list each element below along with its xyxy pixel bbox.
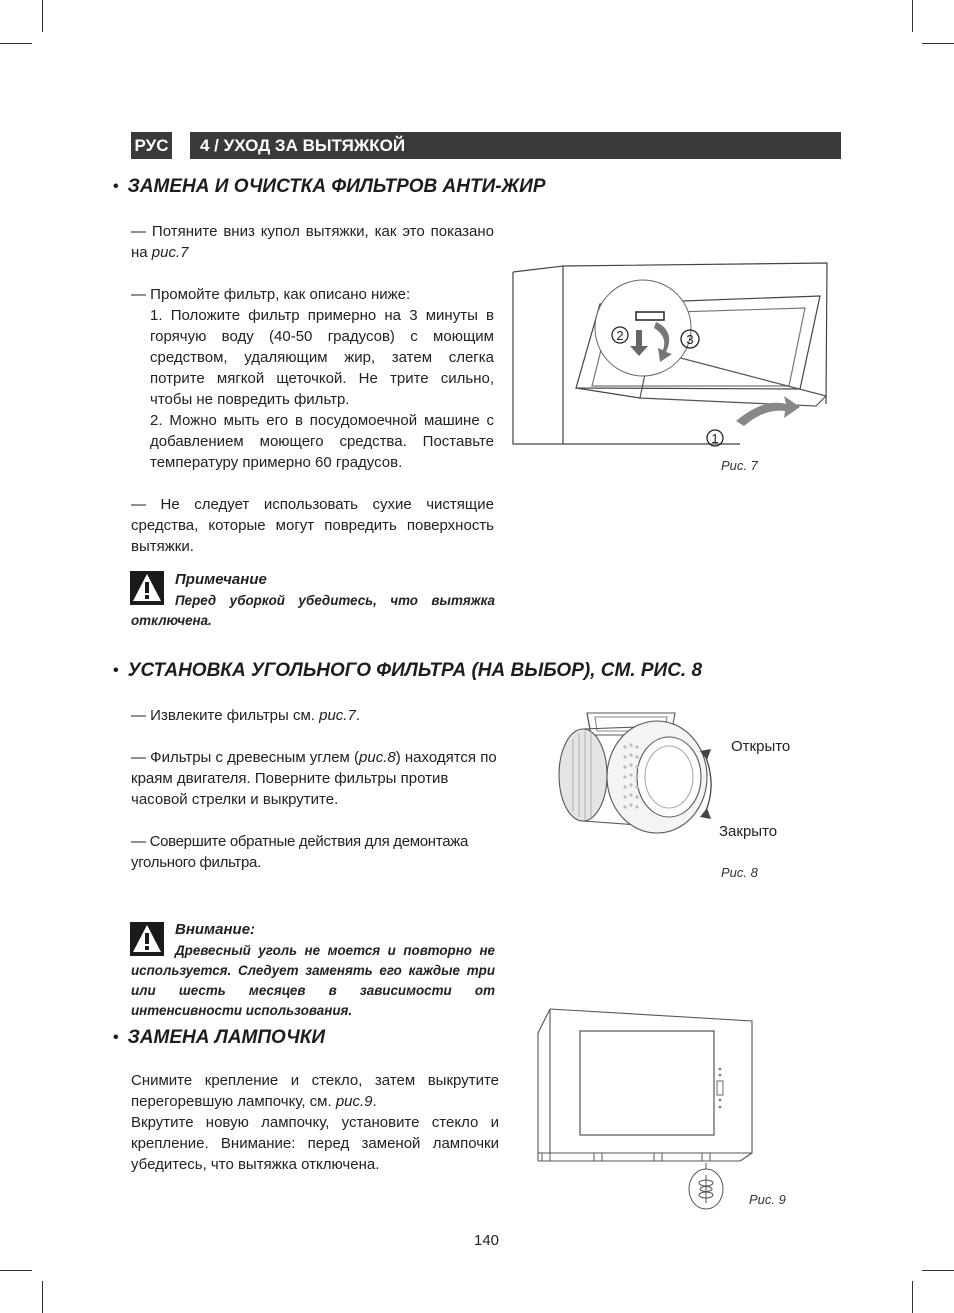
figure-8-illustration <box>553 705 721 841</box>
section-title-text: ЗАМЕНА ЛАМПОЧКИ <box>127 1027 326 1048</box>
crop-mark <box>0 1270 32 1271</box>
section-title-text: ЗАМЕНА И ОЧИСТКА ФИЛЬТРОВ АНТИ-ЖИР <box>127 176 546 197</box>
figure-reference: рис.8 <box>359 749 396 766</box>
figure-reference: рис.7 <box>151 244 189 261</box>
warning-title: Внимание: <box>175 921 256 938</box>
section1-body <box>131 221 494 557</box>
bullet: • <box>113 1029 119 1046</box>
paragraph-text: . <box>372 1093 377 1110</box>
closed-label: Закрыто <box>719 823 778 840</box>
paragraph-text: . <box>355 707 360 724</box>
crop-mark <box>42 1281 43 1313</box>
figure-9-illustration <box>534 1003 756 1211</box>
crop-mark <box>912 0 913 32</box>
paragraph <box>131 221 494 263</box>
step-1: 1. Положите фильтр примерно на 3 минуты в горячую воду (40-50 градусов) с моющим средством, удаляющим жир, затем слегка потрите мягкой щеточкой. Не трите сильно, чтобы не повредить фильтр. <box>150 307 494 408</box>
figure-9-caption: Рис. 9 <box>749 1192 786 1207</box>
warning-text: Древесный уголь не моется и повторно не используется. Следует заменять его каждые три или шесть месяцев в зависимости от интенсивности использования. <box>131 943 495 1018</box>
figure-marker-1: 1 <box>711 431 719 446</box>
bullet: • <box>113 178 119 195</box>
paragraph <box>131 705 497 726</box>
section-title-carbon-filter <box>113 660 702 682</box>
figure-7-illustration <box>508 258 834 454</box>
crop-mark <box>0 43 32 44</box>
crop-mark <box>922 1270 954 1271</box>
language-tag: РУС <box>131 132 172 159</box>
crop-mark <box>42 0 43 32</box>
paragraph <box>131 747 497 810</box>
page-number: 140 <box>474 1232 500 1249</box>
paragraph-text: — Извлеките фильтры см. <box>131 707 320 724</box>
step-2: 2. Можно мыть его в посудомоечной машине с добавлением моющего средства. Поставьте температуру примерно 60 градусов. <box>150 412 494 471</box>
figure-marker-2: 2 <box>616 328 624 343</box>
section-title-filters <box>113 176 546 198</box>
note-text: Перед уборкой убедитесь, что вытяжка отключена. <box>131 593 495 628</box>
section-title-text: УСТАНОВКА УГОЛЬНОГО ФИЛЬТРА (НА ВЫБОР), СМ. РИС. 8 <box>127 660 703 681</box>
chapter-header: 4 / УХОД ЗА ВЫТЯЖКОЙ <box>190 132 841 159</box>
paragraph-text: ) находятся по краям двигателя. Поверните фильтры против часовой стрелки и выкрутите. <box>131 749 497 808</box>
paragraph: — Промойте фильтр, как описано ниже: <box>131 286 411 303</box>
paragraph-text: Снимите крепление и стекло, затем выкрутите перегоревшую лампочку, см. <box>131 1072 499 1110</box>
paragraph-text: — Потяните вниз купол вытяжки, как это показано на <box>131 223 494 261</box>
crop-mark <box>912 1281 913 1313</box>
open-label: Открыто <box>731 738 791 755</box>
section2-body <box>131 705 497 873</box>
note-title: Примечание <box>175 571 267 588</box>
figure-8-caption: Рис. 8 <box>721 865 758 880</box>
paragraph <box>131 1070 499 1112</box>
bullet: • <box>113 662 119 679</box>
figure-reference: рис.7 <box>319 707 356 724</box>
section-title-lamp <box>113 1027 325 1049</box>
paragraph-text: — Фильтры с древесным углем ( <box>131 749 360 766</box>
figure-reference: рис.9 <box>335 1093 373 1110</box>
crop-mark <box>922 43 954 44</box>
paragraph: — Не следует использовать сухие чистящие средства, которые могут повредить поверхность вытяжки. <box>131 496 494 555</box>
figure-7-caption: Рис. 7 <box>721 458 758 473</box>
section3-body <box>131 1070 499 1175</box>
figure-marker-3: 3 <box>686 332 694 347</box>
paragraph: — Совершите обратные действия для демонтажа угольного фильтра. <box>131 833 469 871</box>
paragraph: Вкрутите новую лампочку, установите стекло и крепление. Внимание: перед заменой лампочки убедитесь, что вытяжка отключена. <box>131 1114 499 1173</box>
